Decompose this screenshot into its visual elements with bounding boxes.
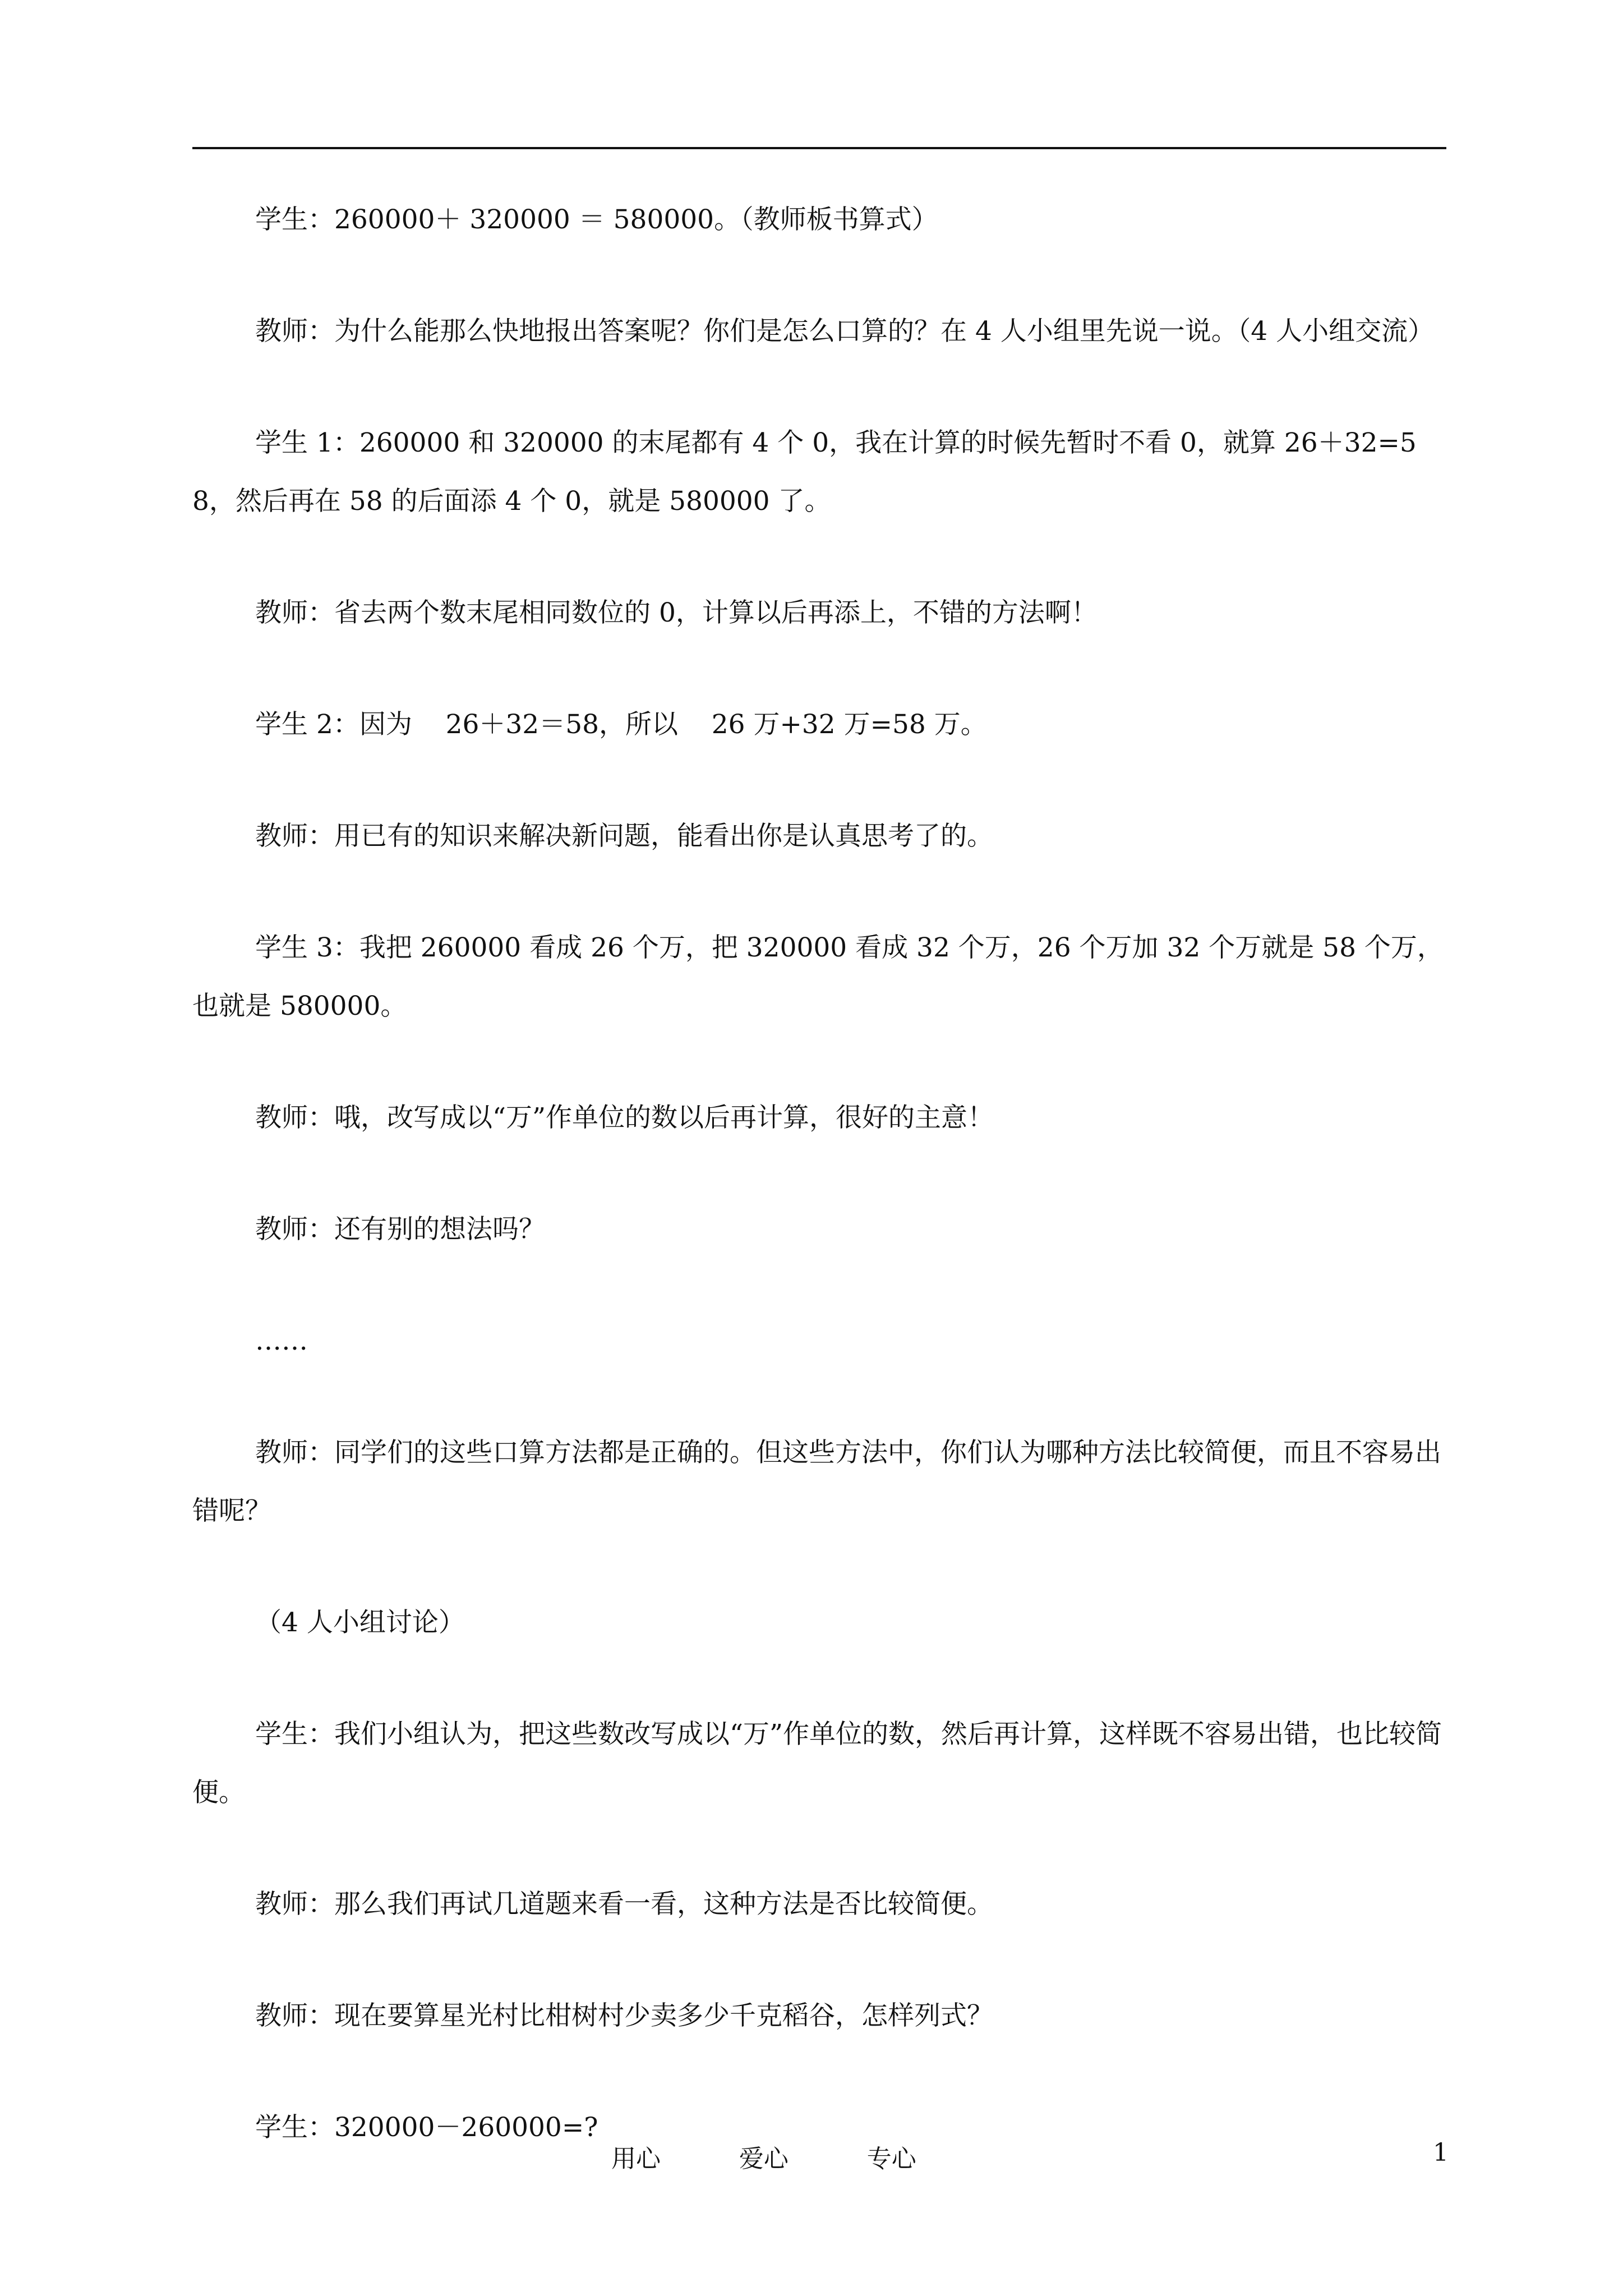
paragraph: 学生：320000－260000=? [255,2112,598,2143]
paragraph: 教师：同学们的这些口算方法都是正确的。但这些方法中，你们认为哪种方法比较简便，而且不容易出错呢？ [192,1437,1441,1526]
header-rule [192,147,1446,149]
document-body [192,191,1446,2210]
paragraph: 学生 2：因为 26＋32＝58，所以 26 万+32 万=58 万。 [255,709,987,740]
page-number: 1 [1433,2138,1449,2167]
paragraph: …… [255,1326,308,1356]
paragraph: 教师：还有别的想法吗？ [255,1214,545,1245]
paragraph: 教师：为什么能那么快地报出答案呢？你们是怎么口算的？在 4 人小组里先说一说。（4 人小组交流） [255,316,1435,347]
paragraph: 学生 3：我把 260000 看成 26 个万，把 320000 看成 32 个万，26 个万加 32 个万就是 58 个万，也就是 580000。 [192,932,1444,1022]
paragraph: 教师：哦，改写成以“万”作单位的数以后再计算，很好的主意！ [255,1102,994,1133]
paragraph: 学生：260000＋ 320000 ＝ 580000。（教师板书算式） [255,204,938,235]
footer-motto: 用心 爱心 专心 [611,2145,916,2173]
paragraph: 学生 1：260000 和 320000 的末尾都有 4 个 0，我在计算的时候先暂时不看 0，就算 26＋32=58，然后再在 58 的后面添 4 个 0，就是 580000 了。 [192,427,1417,517]
paragraph: 学生：我们小组认为，把这些数改写成以“万”作单位的数，然后再计算，这样既不容易出错，也比较简便。 [192,1719,1442,1808]
page-footer [0,2138,1623,2178]
paragraph: 教师：用已有的知识来解决新问题，能看出你是认真思考了的。 [255,821,993,852]
paragraph: 教师：现在要算星光村比柑树村少卖多少千克稻谷，怎样列式？ [255,2000,993,2031]
paragraph: 教师：省去两个数末尾相同数位的 0，计算以后再添上，不错的方法啊！ [255,597,1098,628]
paragraph: 教师：那么我们再试几道题来看一看，这种方法是否比较简便。 [255,1889,993,1920]
paragraph: （4 人小组讨论） [255,1607,465,1638]
